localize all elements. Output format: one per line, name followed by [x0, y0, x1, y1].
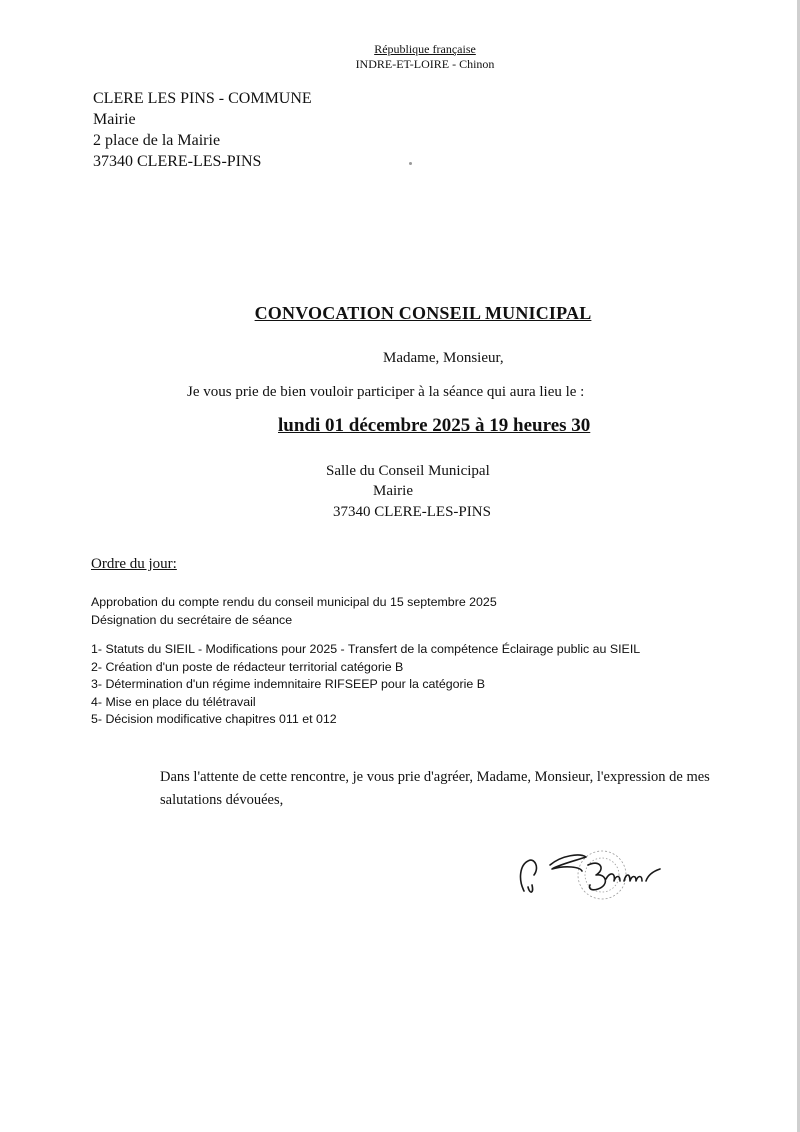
signature [510, 835, 690, 925]
department-label: INDRE-ET-LOIRE - Chinon [355, 57, 495, 71]
closing-text: Dans l'attente de cette rencontre, je vous prie d'agréer, Madame, Monsieur, l'expression de mes salutations dévouées, [160, 769, 710, 808]
intro-text: Je vous prie de bien vouloir participer à la séance qui aura lieu le : [187, 384, 585, 400]
republique-label: République française [374, 42, 476, 56]
list-item: 3- Détermination d'un régime indemnitaire RIFSEEP pour la catégorie B [91, 677, 486, 692]
list-item: Désignation du secrétaire de séance [91, 612, 293, 627]
list-item: Approbation du compte rendu du conseil municipal du 15 septembre 2025 [91, 595, 497, 609]
address-line: 37340 CLERE-LES-PINS [93, 153, 262, 170]
agenda-items [91, 641, 640, 729]
document-title: CONVOCATION CONSEIL MUNICIPAL [254, 303, 592, 323]
agenda-heading: Ordre du jour: [91, 556, 177, 572]
list-item: 1- Statuts du SIEIL - Modifications pour 2025 - Transfert de la compétence Éclairage public au SIEIL [91, 642, 641, 656]
list-item: 5- Décision modificative chapitres 011 et 012 [91, 712, 337, 727]
venue-building: Mairie [373, 483, 413, 499]
salutation: Madame, Monsieur, [383, 350, 504, 366]
address-line: Mairie [93, 111, 136, 128]
letterhead [300, 42, 550, 72]
sender-address [93, 88, 312, 172]
signature-ink [521, 855, 660, 892]
venue-city: 37340 CLERE-LES-PINS [333, 504, 491, 520]
address-line: CLERE LES PINS - COMMUNE [93, 90, 312, 107]
list-item: 2- Création d'un poste de rédacteur territorial catégorie B [91, 659, 404, 674]
venue-room: Salle du Conseil Municipal [326, 463, 490, 479]
scan-speck [409, 162, 412, 165]
list-item: 4- Mise en place du télétravail [91, 694, 256, 709]
address-line: 2 place de la Mairie [93, 132, 221, 149]
agenda-preamble [91, 594, 497, 629]
meeting-date: lundi 01 décembre 2025 à 19 heures 30 [278, 415, 591, 436]
